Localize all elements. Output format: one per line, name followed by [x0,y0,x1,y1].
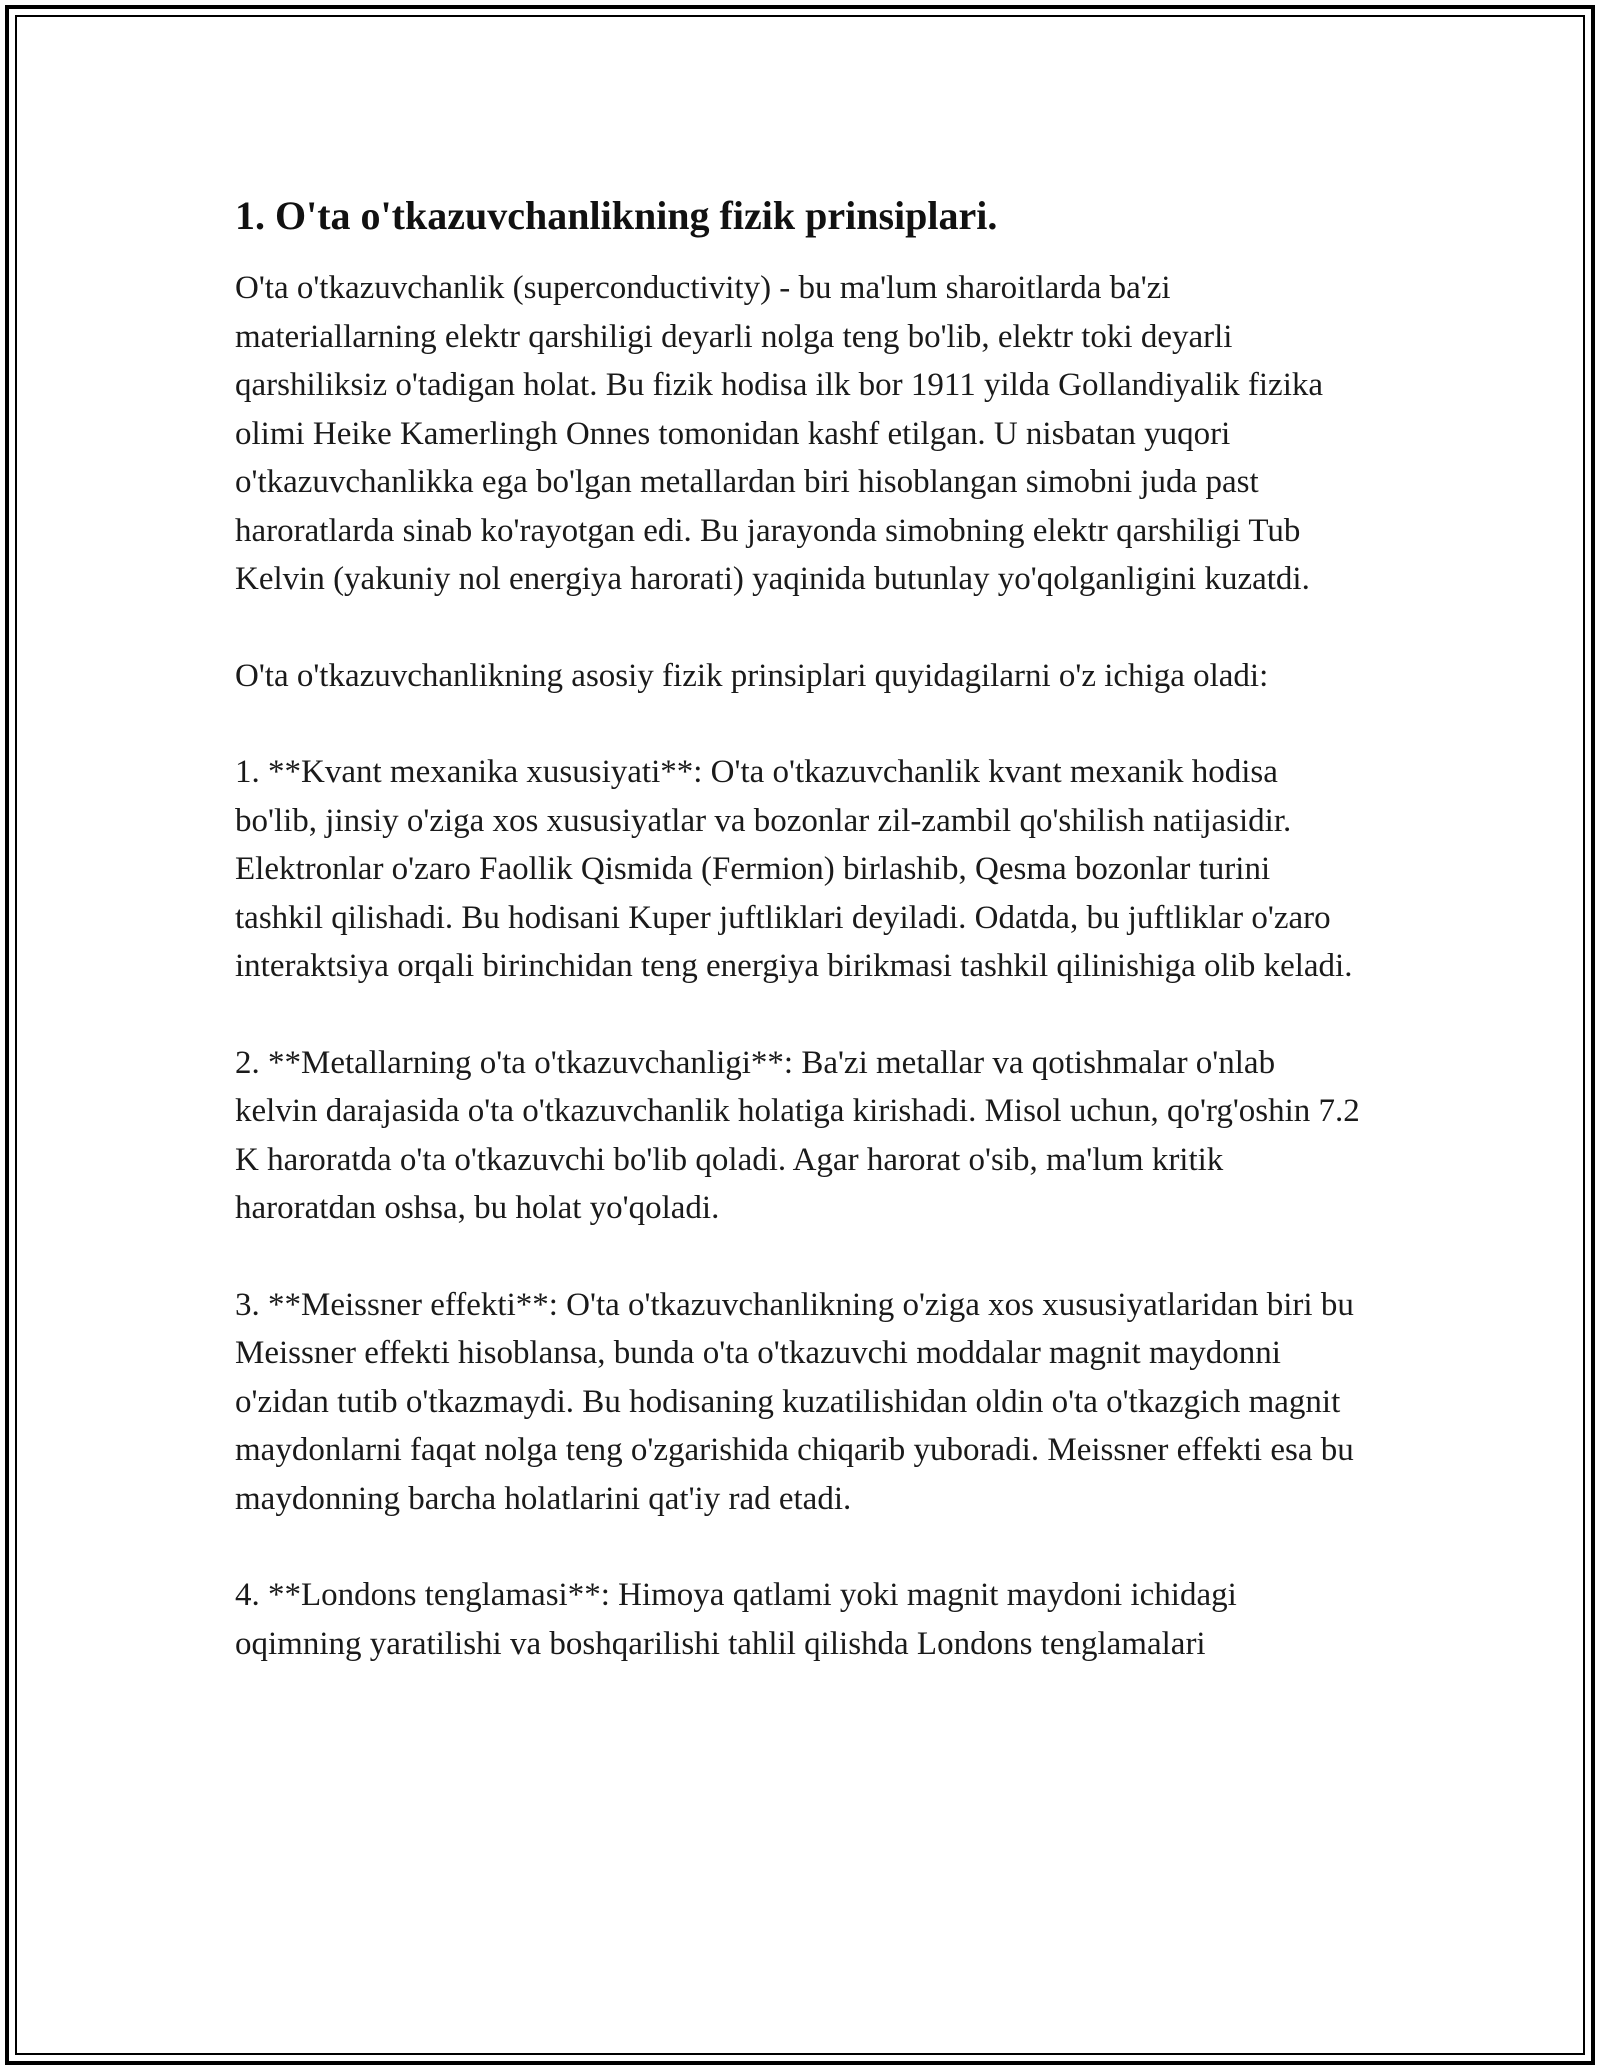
paragraph-principles-lead: O'ta o'tkazuvchanlikning asosiy fizik prinsiplari quyidagilarni o'z ichiga oladi: [235,657,1269,694]
paragraph-intro: O'ta o'tkazuvchanlik (superconductivity) - bu ma'lum sharoitlarda ba'zi materiallarning elektr qarshiligi deyarli nolga teng bo'lib, elektr toki deyarli qarshiliksiz o'tadigan holat. Bu fizik hodisa ilk bor 1911 yilda Gollandiyalik fizika olimi Heike Kamerlingh Onnes tomonidan kashf etilgan. U nisbatan yuqori o'tkazuvchanlikka ega bo'lgan metallardan biri hisoblangan simobni juda past haroratlarda sinab ko'rayotgan edi. Bu jarayonda simobning elektr qarshiligi Tub Kelvin (yakuniy nol energiya harorati) yaqinida butunlay yo'qolganligini kuzatdi. [235,270,1324,597]
paragraph-quantum-mechanics: 1. **Kvant mexanika xususiyati**: O'ta o'tkazuvchanlik kvant mexanik hodisa bo'lib, jinsiy o'ziga xos xususiyatlar va bozonlar zil-zambil qo'shilish natijasidir. Elektronlar o'zaro Faollik Qismida (Fermion) birlashib, Qesma bozonlar turini tashkil qilishadi. Bu hodisani Kuper juftliklari deyiladi. Odatda, bu juftliklar o'zaro interaktsiya orqali birinchidan teng energiya birikmasi tashkil qilinishiga olib keladi. [235,754,1353,984]
paragraph-london-equation: 4. **Londons tenglamasi**: Himoya qatlami yoki magnit maydoni ichidagi oqimning yaratilishi va boshqarilishi tahlil qilishda Londons tenglamalari [235,1577,1237,1662]
paragraph-meissner-effect: 3. **Meissner effekti**: O'ta o'tkazuvchanlikning o'ziga xos xususiyatlaridan biri bu Meissner effekti hisoblansa, bunda o'ta o'tkazuvchi moddalar magnit maydonni o'zidan tutib o'tkazmaydi. Bu hodisaning kuzatilishidan oldin o'ta o'tkazgich magnit maydonlarni faqat nolga teng o'zgarishida chiqarib yuboradi. Meissner effekti esa bu maydonning barcha holatlarini qat'iy rad etadi. [235,1286,1354,1517]
paragraph-metal-superconductivity: 2. **Metallarning o'ta o'tkazuvchanligi**: Ba'zi metallar va qotishmalar o'nlab kelvin darajasida o'ta o'tkazuvchanlik holatiga kirishadi. Misol uchun, qo'rg'oshin 7.2 K haroratda o'ta o'tkazuvchi bo'lib qoladi. Agar harorat o'sib, ma'lum kritik haroratdan oshsa, bu holat yo'qoladi. [235,1044,1360,1226]
section-heading: 1. O'ta o'tkazuvchanlikning fizik prinsiplari. [235,193,998,238]
document-body [235,190,1365,1716]
